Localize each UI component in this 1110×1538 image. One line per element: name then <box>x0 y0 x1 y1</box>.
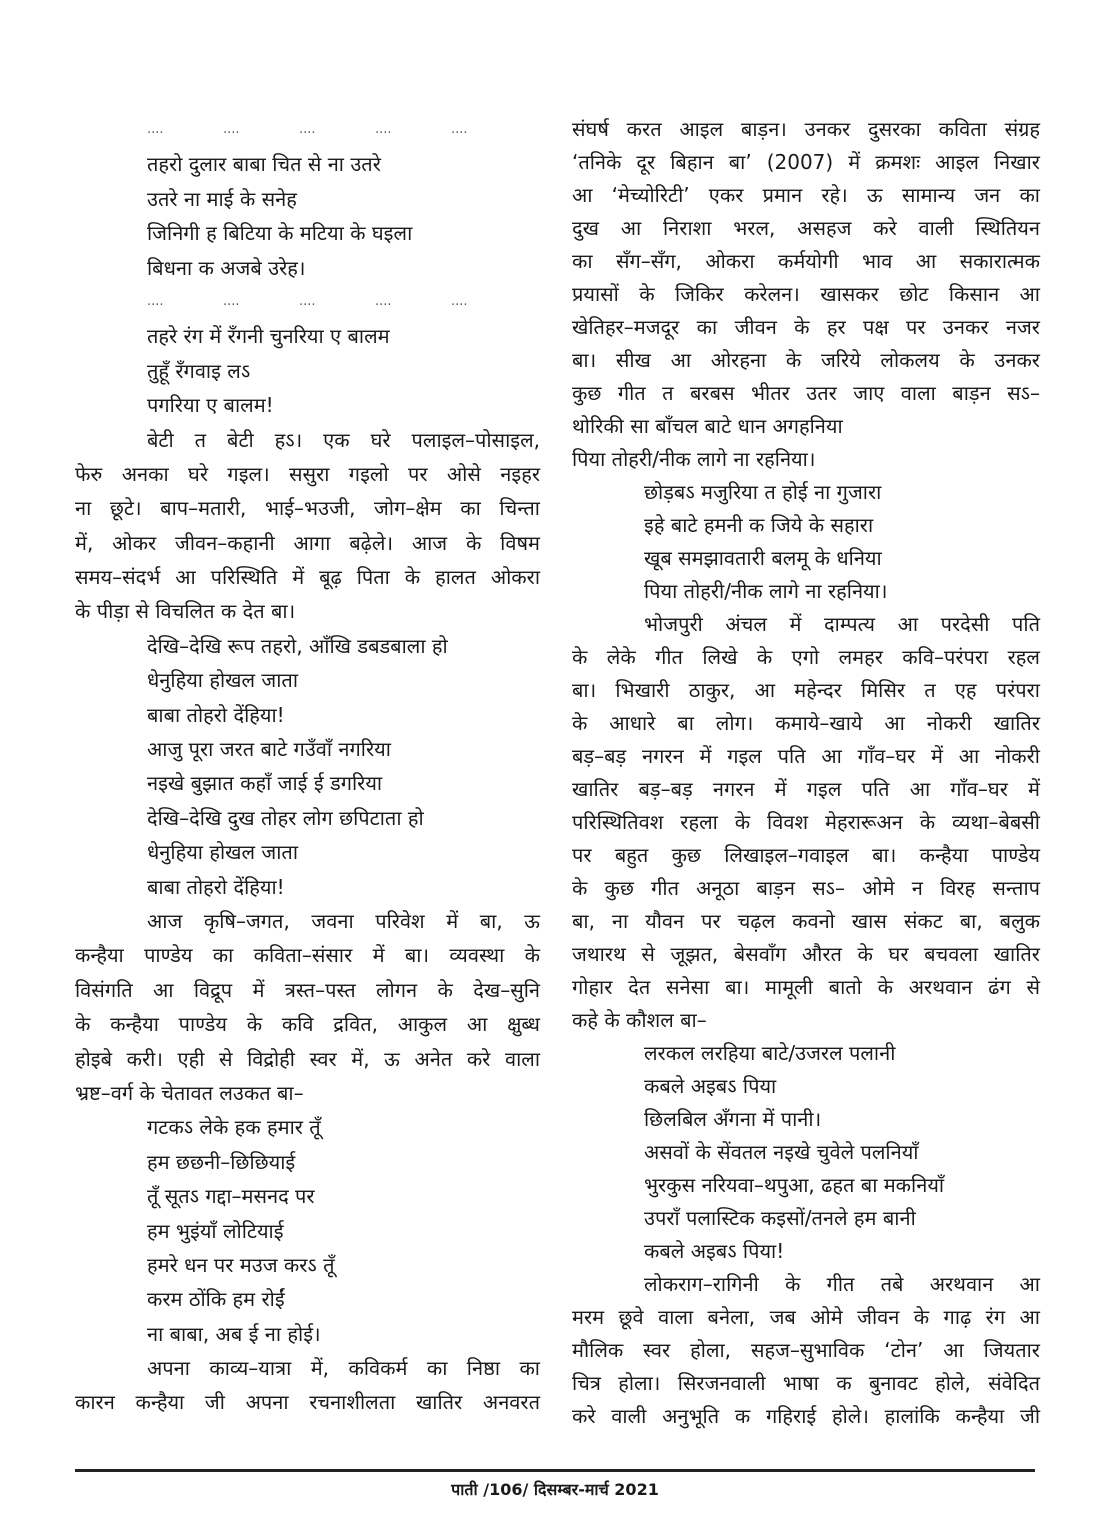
text-line: करे वाली अनुभूति क गहिराई होले। हालांकि कन्हैया जी <box>572 1404 1040 1428</box>
verse-line: कबले अइबऽ पिया! <box>644 1239 785 1263</box>
verse-block <box>572 1037 1040 1268</box>
ellipsis: .... <box>147 122 164 137</box>
verse-line: खूब समझावतारी बलमू के धनिया <box>644 546 882 570</box>
text-line: ‘तनिके दूर बिहान बा’ (2007) में क्रमशः आइल निखार <box>572 150 1040 174</box>
text-line: मौलिक स्वर होला, सहज–सुभाविक ‘टोन’ आ जियतार <box>572 1338 1040 1362</box>
verse-line: गटकऽ लेके हक हमार तूँ <box>147 1115 321 1140</box>
text-line: अपना काव्य–यात्रा में, कविकर्म का निष्ठा का <box>147 1356 540 1381</box>
verse-block <box>572 476 1040 608</box>
text-line: कन्हैया पाण्डेय का कविता–संसार में बा। व्यवस्था के <box>75 943 540 968</box>
text-line: जथारथ से जूझत, बेसवाँग औरत के घर बचवला खातिर <box>572 942 1040 966</box>
text-line: लोकराग–रागिनी के गीत तबे अरथवान आ <box>644 1272 1040 1296</box>
paragraph <box>75 904 540 1110</box>
verse-line: उपराँ पलास्टिक कइसों/तनले हम बानी <box>644 1206 916 1230</box>
verse-line: तहरे रंग में रँगनी चुनरिया ए बालम <box>147 324 390 349</box>
verse-line: तहरो दुलार बाबा चित से ना उतरे <box>147 152 381 177</box>
verse-block <box>75 629 540 904</box>
page-footer: पाती /106/ दिसम्बर-मार्च 2021 <box>451 1480 659 1499</box>
text-line: विसंगति आ विद्रूप में त्रस्त–पस्त लोगन के देख–सुनि <box>75 977 540 1002</box>
verse-block <box>75 147 540 285</box>
text-line: के आधारे बा लोग। कमाये–खाये आ नोकरी खातिर <box>572 711 1040 735</box>
text-line: के कन्हैया पाण्डेय के कवि द्रवित, आकुल आ क्षुब्ध <box>75 1012 540 1037</box>
text-line: मरम छूवे वाला बनेला, जब ओमे जीवन के गाढ़ रंग आ <box>572 1305 1040 1329</box>
verse-line: धेनुहिया होखल जाता <box>147 668 299 693</box>
text-line: दुख आ निराशा भरल, असहज करे वाली स्थितियन <box>572 216 1040 240</box>
left-column <box>75 113 540 1420</box>
verse-line: तुहूँ रँगवाइ लऽ <box>147 358 251 383</box>
text-line: पर बहुत कुछ लिखाइल–गवाइल बा। कन्हैया पाण्डेय <box>572 843 1040 867</box>
text-line: आ ‘मेच्योरिटी’ एकर प्रमान रहे। ऊ सामान्य जन का <box>572 183 1040 207</box>
verse-line: लरकल लरहिया बाटे/उजरल पलानी <box>644 1041 896 1065</box>
verse-line: इहे बाटे हमनी क जिये के सहारा <box>644 513 874 537</box>
verse-line: जिनिगी ह बिटिया के मटिया के घइला <box>147 221 413 246</box>
text-line: बेटी त बेटी हऽ। एक घरे पलाइल–पोसाइल, <box>147 427 540 452</box>
ellipsis-separator <box>75 113 540 147</box>
verse-line: हमरे धन पर मउज करऽ तूँ <box>147 1252 335 1277</box>
text-line: संघर्ष करत आइल बाड़न। उनकर दुसरका कविता संग्रह <box>572 117 1040 141</box>
ellipsis: .... <box>299 293 316 309</box>
text-line: बा। भिखारी ठाकुर, आ महेन्दर मिसिर त एह परंपरा <box>572 678 1040 702</box>
text-line: कहे के कौशल बा– <box>572 1008 707 1032</box>
ellipsis-row <box>75 285 540 319</box>
ellipsis: .... <box>223 293 240 309</box>
ellipsis: .... <box>223 122 240 137</box>
verse-line: असवों के सेंवतल नइखे चुवेले पलनियाँ <box>644 1140 919 1164</box>
verse-line: भुरकुस नरियवा–थपुआ, ढहत बा मकनियाँ <box>644 1173 945 1197</box>
text-line: होइबे करी। एही से विद्रोही स्वर में, ऊ अनेत करे वाला <box>75 1046 540 1071</box>
text-line: फेरु अनका घरे गइल। ससुरा गइलो पर ओसे नइहर <box>75 461 540 486</box>
text-line: बड़–बड़ नगरन में गइल पति आ गाँव–घर में आ नोकरी <box>572 744 1040 768</box>
ellipsis-separator <box>75 285 540 319</box>
verse-line: पिया तोहरी/नीक लागे ना रहनिया। <box>644 579 888 603</box>
paragraph <box>572 1268 1040 1433</box>
text-line: खातिर बड़–बड़ नगरन में गइल पति आ गाँव–घर में <box>572 777 1040 801</box>
text-line: खेतिहर–मजदूर का जीवन के हर पक्ष पर उनकर नजर <box>572 315 1040 339</box>
verse-line: धेनुहिया होखल जाता <box>147 840 299 865</box>
text-line: चित्र होला। सिरजनवाली भाषा क बुनावट होले, संवेदित <box>572 1371 1040 1395</box>
text-line: ना छूटे। बाप–मतारी, भाई–भउजी, जोग–क्षेम का चिन्ता <box>75 496 540 521</box>
text-line: कुछ गीत त बरबस भीतर उतर जाए वाला बाड़न सऽ– <box>572 381 1040 405</box>
text-line: थोरिकी सा बाँचल बाटे धान अगहनिया <box>572 414 843 438</box>
verse-line: तूँ सूतऽ गद्दा–मसनद पर <box>147 1184 315 1209</box>
verse-line: हम भुइंयाँ लोटियाई <box>147 1218 284 1243</box>
text-line: गोहार देत सनेसा बा। मामूली बातो के अरथवान ढंग से <box>572 975 1040 999</box>
text-line: परिस्थितिवश रहला के विवश मेहरारूअन के व्यथा–बेबसी <box>572 810 1040 834</box>
text-line: कारन कन्हैया जी अपना रचनाशीलता खातिर अनवरत <box>75 1390 540 1415</box>
verse-line: आजु पूरा जरत बाटे गउँवाँ नगरिया <box>147 737 391 762</box>
verse-line: देखि–देखि रूप तहरो, आँखि डबडबाला हो <box>147 633 448 658</box>
text-line: पिया तोहरी/नीक लागे ना रहनिया। <box>572 447 816 471</box>
verse-line: पगरिया ए बालम! <box>147 393 274 418</box>
text-line: के लेके गीत लिखे के एगो लमहर कवि–परंपरा रहल <box>572 645 1040 669</box>
ellipsis: .... <box>299 122 316 137</box>
verse-line: कबले अइबऽ पिया <box>644 1074 777 1098</box>
ellipsis: .... <box>375 122 392 137</box>
verse-line: बाबा तोहरो देंहिया! <box>147 702 285 727</box>
verse-block <box>75 1110 540 1351</box>
ellipsis: .... <box>375 293 392 309</box>
paragraph <box>572 410 1040 476</box>
ellipsis: .... <box>451 122 468 137</box>
verse-line: हम छछनी–छिछियाई <box>147 1149 296 1174</box>
footer-divider <box>75 1469 1035 1472</box>
paragraph <box>75 1351 540 1420</box>
verse-block <box>75 319 540 422</box>
verse-line: बिधना क अजबे उरेह। <box>147 255 306 280</box>
right-column <box>572 113 1040 1433</box>
verse-line: बाबा तोहरो देंहिया! <box>147 874 285 899</box>
text-line: के कुछ गीत अनूठा बाड़न सऽ– ओमे न विरह सन्ताप <box>572 876 1040 900</box>
verse-line: नइखे बुझात कहाँ जाई ई डगरिया <box>147 771 383 796</box>
text-line: के पीड़ा से विचलित क देत बा। <box>75 599 296 624</box>
verse-line: करम ठोंकि हम रोईं <box>147 1287 285 1312</box>
ellipsis: .... <box>451 293 468 309</box>
text-line: भ्रष्ट–वर्ग के चेतावत लउकत बा– <box>75 1080 304 1105</box>
ellipsis: .... <box>147 293 164 309</box>
verse-line: छोड़बऽ मजुरिया त होई ना गुजारा <box>644 480 882 504</box>
verse-line: देखि–देखि दुख तोहर लोग छपिटाता हो <box>147 805 424 830</box>
text-line: बा, ना यौवन पर चढ़ल कवनो खास संकट बा, बलुक <box>572 909 1040 933</box>
text-line: में, ओकर जीवन–कहानी आगा बढ़ेले। आज के विषम <box>75 530 540 555</box>
text-line: बा। सीख आ ओरहना के जरिये लोकलय के उनकर <box>572 348 1040 372</box>
text-line: का सँग–सँग, ओकरा कर्मयोगी भाव आ सकारात्मक <box>572 249 1040 273</box>
verse-line: ना बाबा, अब ई ना होई। <box>147 1321 321 1346</box>
verse-line: उतरे ना माई के सनेह <box>147 186 297 211</box>
verse-line: छिलबिल अँगना में पानी। <box>644 1107 822 1131</box>
text-line: प्रयासों के जिकिर करेलन। खासकर छोट किसान आ <box>572 282 1040 306</box>
ellipsis-row <box>75 113 540 147</box>
paragraph <box>572 113 1040 410</box>
text-line: आज कृषि–जगत, जवना परिवेश में बा, ऊ <box>147 908 540 933</box>
text-line: समय–संदर्भ आ परिस्थिति में बूढ़ पिता के हालत ओकरा <box>75 565 540 590</box>
paragraph <box>75 423 540 629</box>
paragraph <box>572 608 1040 1037</box>
text-line: भोजपुरी अंचल में दाम्पत्य आ परदेसी पति <box>644 612 1040 636</box>
